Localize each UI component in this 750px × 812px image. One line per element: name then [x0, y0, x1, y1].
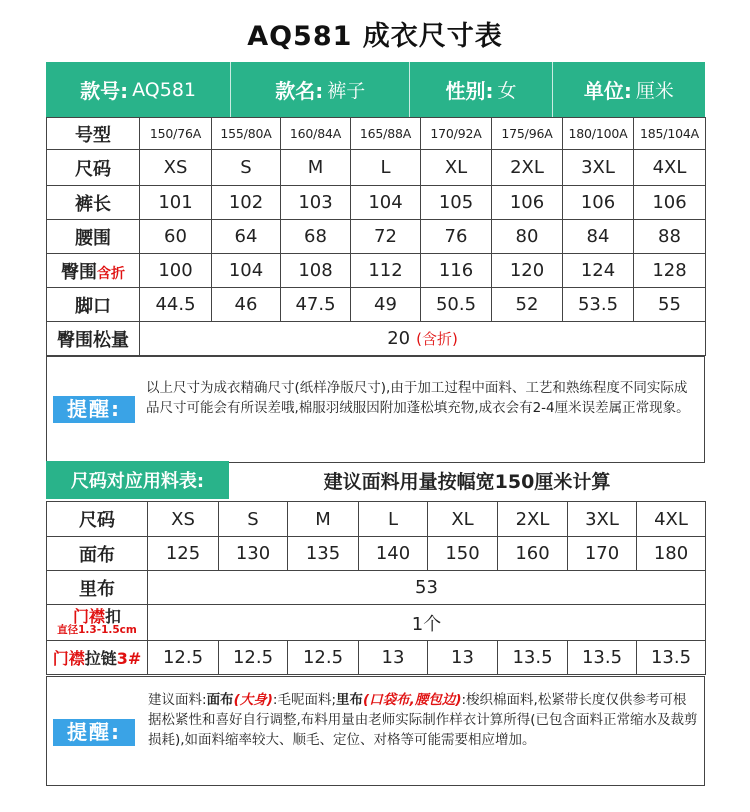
size-cell: 60 [140, 220, 212, 254]
zip-label: 门襟拉链3# [47, 641, 148, 675]
face-fabric-cell: 125 [148, 537, 219, 571]
size-cell: 88 [634, 220, 706, 254]
size-table [46, 117, 706, 356]
unit-label: 单位: [583, 79, 632, 103]
fabric-size-cell: L [359, 502, 428, 537]
button-label: 门襟扣 [72, 606, 122, 626]
size-cell: 124 [563, 254, 634, 288]
gender-label: 性别: [445, 79, 494, 103]
zip-cell: 13 [428, 641, 498, 675]
button-value: 1个 [148, 605, 706, 641]
size-cell: 4XL [634, 150, 706, 186]
face-fabric-label: 面布 [47, 537, 148, 571]
page-title: AQ581 成衣尺寸表 [247, 21, 503, 52]
fabric-section-header [46, 461, 705, 499]
size-row-label: 臀围含折 [47, 254, 140, 288]
size-cell: 49 [351, 288, 421, 322]
size-row [47, 186, 706, 220]
size-cell: 170/92A [421, 118, 492, 150]
size-cell: 108 [281, 254, 351, 288]
size-cell: 185/104A [634, 118, 706, 150]
size-cell: 76 [421, 220, 492, 254]
ease-label: 臀围松量 [47, 322, 140, 356]
size-cell: 55 [634, 288, 706, 322]
size-cell: 100 [140, 254, 212, 288]
tip-label-2: 提醒: [53, 719, 135, 746]
size-row-label: 腰围 [47, 220, 140, 254]
zip-cell: 13.5 [568, 641, 637, 675]
size-cell: 64 [212, 220, 281, 254]
size-cell: 50.5 [421, 288, 492, 322]
fabric-size-cell: M [288, 502, 359, 537]
size-row [47, 220, 706, 254]
size-cell: S [212, 150, 281, 186]
button-note: 直径1.3-1.5cm [57, 624, 137, 637]
style-number-value: AQ581 [132, 78, 197, 101]
size-cell: 2XL [492, 150, 563, 186]
size-row-label: 尺码 [47, 150, 140, 186]
fabric-section-tag: 尺码对应用料表: [46, 461, 229, 499]
fabric-size-cell: 3XL [568, 502, 637, 537]
style-name-label: 款名: [275, 79, 324, 103]
size-cell: 106 [492, 186, 563, 220]
size-cell: 120 [492, 254, 563, 288]
zip-cell: 12.5 [288, 641, 359, 675]
size-row [47, 118, 706, 150]
fabric-size-cell: 4XL [637, 502, 706, 537]
size-cell: 53.5 [563, 288, 634, 322]
size-cell: 128 [634, 254, 706, 288]
size-cell: 52 [492, 288, 563, 322]
ease-row [47, 322, 706, 356]
size-cell: 3XL [563, 150, 634, 186]
size-row [47, 254, 706, 288]
size-cell: 84 [563, 220, 634, 254]
ease-value-cell [140, 322, 706, 356]
size-cell: 80 [492, 220, 563, 254]
note-text-2: 建议面料:面布(大身):毛呢面料;里布(口袋布,腰包边):梭织棉面料,松紧带长度仅供参考可根据松紧性和喜好自行调整,布料用量由老师实际制作样衣计算所得(已包含面料正常缩水及裁剪损耗),如面料缩率较大、顺毛、定位、对格等可能需要相应增加。 [148, 692, 698, 748]
size-cell: 160/84A [281, 118, 351, 150]
style-number [46, 62, 231, 117]
size-row-label-note: 含折 [97, 265, 125, 282]
size-row [47, 288, 706, 322]
face-fabric-cell: 170 [568, 537, 637, 571]
size-row-label: 脚口 [47, 288, 140, 322]
fabric-size-cell: XL [428, 502, 498, 537]
size-cell: 112 [351, 254, 421, 288]
size-cell: 103 [281, 186, 351, 220]
fabric-section-heading: 建议面料用量按幅宽150厘米计算 [323, 470, 611, 493]
size-cell: 44.5 [140, 288, 212, 322]
face-fabric-cell: 130 [219, 537, 288, 571]
fabric-size-cell: XS [148, 502, 219, 537]
size-cell: 101 [140, 186, 212, 220]
style-name-value: 裤子 [327, 80, 366, 102]
size-cell: XS [140, 150, 212, 186]
tip-label-1: 提醒: [53, 396, 135, 423]
gender [410, 62, 552, 117]
size-cell: 175/96A [492, 118, 563, 150]
note-box-2 [46, 676, 705, 786]
ease-note: (含折) [416, 330, 458, 348]
lining-value: 53 [148, 571, 706, 605]
size-cell: 180/100A [563, 118, 634, 150]
zip-cell: 13 [359, 641, 428, 675]
size-cell: 104 [212, 254, 281, 288]
size-cell: 150/76A [140, 118, 212, 150]
info-header [46, 62, 705, 117]
size-cell: 155/80A [212, 118, 281, 150]
size-row-label: 号型 [47, 118, 140, 150]
face-fabric-cell: 180 [637, 537, 706, 571]
note-box-1 [46, 356, 705, 463]
ease-value: 20 [387, 328, 411, 349]
size-cell: 116 [421, 254, 492, 288]
face-fabric-cell: 160 [498, 537, 568, 571]
face-fabric-cell: 135 [288, 537, 359, 571]
face-fabric-cell: 150 [428, 537, 498, 571]
size-cell: 46 [212, 288, 281, 322]
size-cell: 165/88A [351, 118, 421, 150]
size-cell: 72 [351, 220, 421, 254]
size-cell: 104 [351, 186, 421, 220]
size-cell: 47.5 [281, 288, 351, 322]
style-number-label: 款号: [80, 79, 129, 103]
zip-cell: 12.5 [148, 641, 219, 675]
style-name [231, 62, 410, 117]
unit [553, 62, 705, 117]
size-row-label: 裤长 [47, 186, 140, 220]
fabric-table [46, 501, 706, 675]
unit-value: 厘米 [635, 80, 674, 102]
fabric-size-label: 尺码 [47, 502, 148, 537]
zip-cell: 13.5 [637, 641, 706, 675]
size-cell: 106 [563, 186, 634, 220]
fabric-size-cell: 2XL [498, 502, 568, 537]
size-cell: XL [421, 150, 492, 186]
gender-value: 女 [497, 80, 517, 102]
size-cell: 68 [281, 220, 351, 254]
lining-label: 里布 [47, 571, 148, 605]
zip-cell: 13.5 [498, 641, 568, 675]
button-label-cell [47, 605, 148, 641]
size-row [47, 150, 706, 186]
fabric-size-cell: S [219, 502, 288, 537]
size-cell: M [281, 150, 351, 186]
face-fabric-cell: 140 [359, 537, 428, 571]
size-cell: 105 [421, 186, 492, 220]
size-cell: 106 [634, 186, 706, 220]
size-cell: 102 [212, 186, 281, 220]
zip-cell: 12.5 [219, 641, 288, 675]
size-cell: L [351, 150, 421, 186]
note-text-1: 以上尺寸为成衣精确尺寸(纸样净版尺寸),由于加工过程中面料、工艺和熟练程度不同实际成品尺寸可能会有所误差哦,棉服羽绒服因附加蓬松填充物,成衣会有2-4厘米误差属正常现象。 [146, 380, 690, 416]
